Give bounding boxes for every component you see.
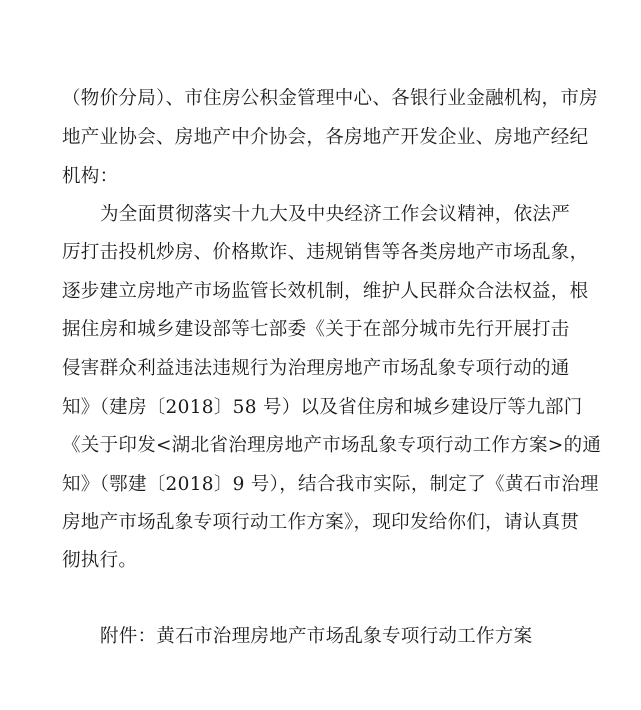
text-line-11: 知》（鄂建〔2018〕9 号），结合我市实际，制定了《黄石市治理 [62, 474, 599, 495]
text-line-1: （物价分局）、市住房公积金管理中心、各银行业金融机构，市房 [62, 88, 598, 109]
text-line-7: 据住房和城乡建设部等七部委《关于在部分城市先行开展打击 [62, 319, 570, 340]
text-line-6: 逐步建立房地产市场监管长效机制，维护人民群众合法权益，根 [62, 281, 589, 302]
text-line-2: 地产业协会、房地产中介协会，各房地产开发企业、房地产经纪 [62, 127, 589, 148]
text-line-8: 侵害群众利益违法违规行为治理房地产市场乱象专项行动的通 [62, 358, 570, 379]
text-line-3: 机构： [62, 166, 119, 187]
text-line-10: 《关于印发<湖北省治理房地产市场乱象专项行动工作方案>的通 [62, 435, 602, 456]
text-line-9: 知》（建房〔2018〕58 号）以及省住房和城乡建设厅等九部门 [62, 397, 583, 418]
text-line-12: 房地产市场乱象专项行动工作方案》，现印发给你们，请认真贯 [62, 512, 580, 533]
attachment-line: 附件：黄石市治理房地产市场乱象专项行动工作方案 [100, 626, 533, 647]
text-line-4: 为全面贯彻落实十九大及中央经济工作会议精神，依法严 [100, 204, 571, 225]
text-line-5: 厉打击投机炒房、价格欺诈、违规销售等各类房地产市场乱象， [62, 242, 589, 263]
text-line-13: 彻执行。 [62, 550, 138, 571]
